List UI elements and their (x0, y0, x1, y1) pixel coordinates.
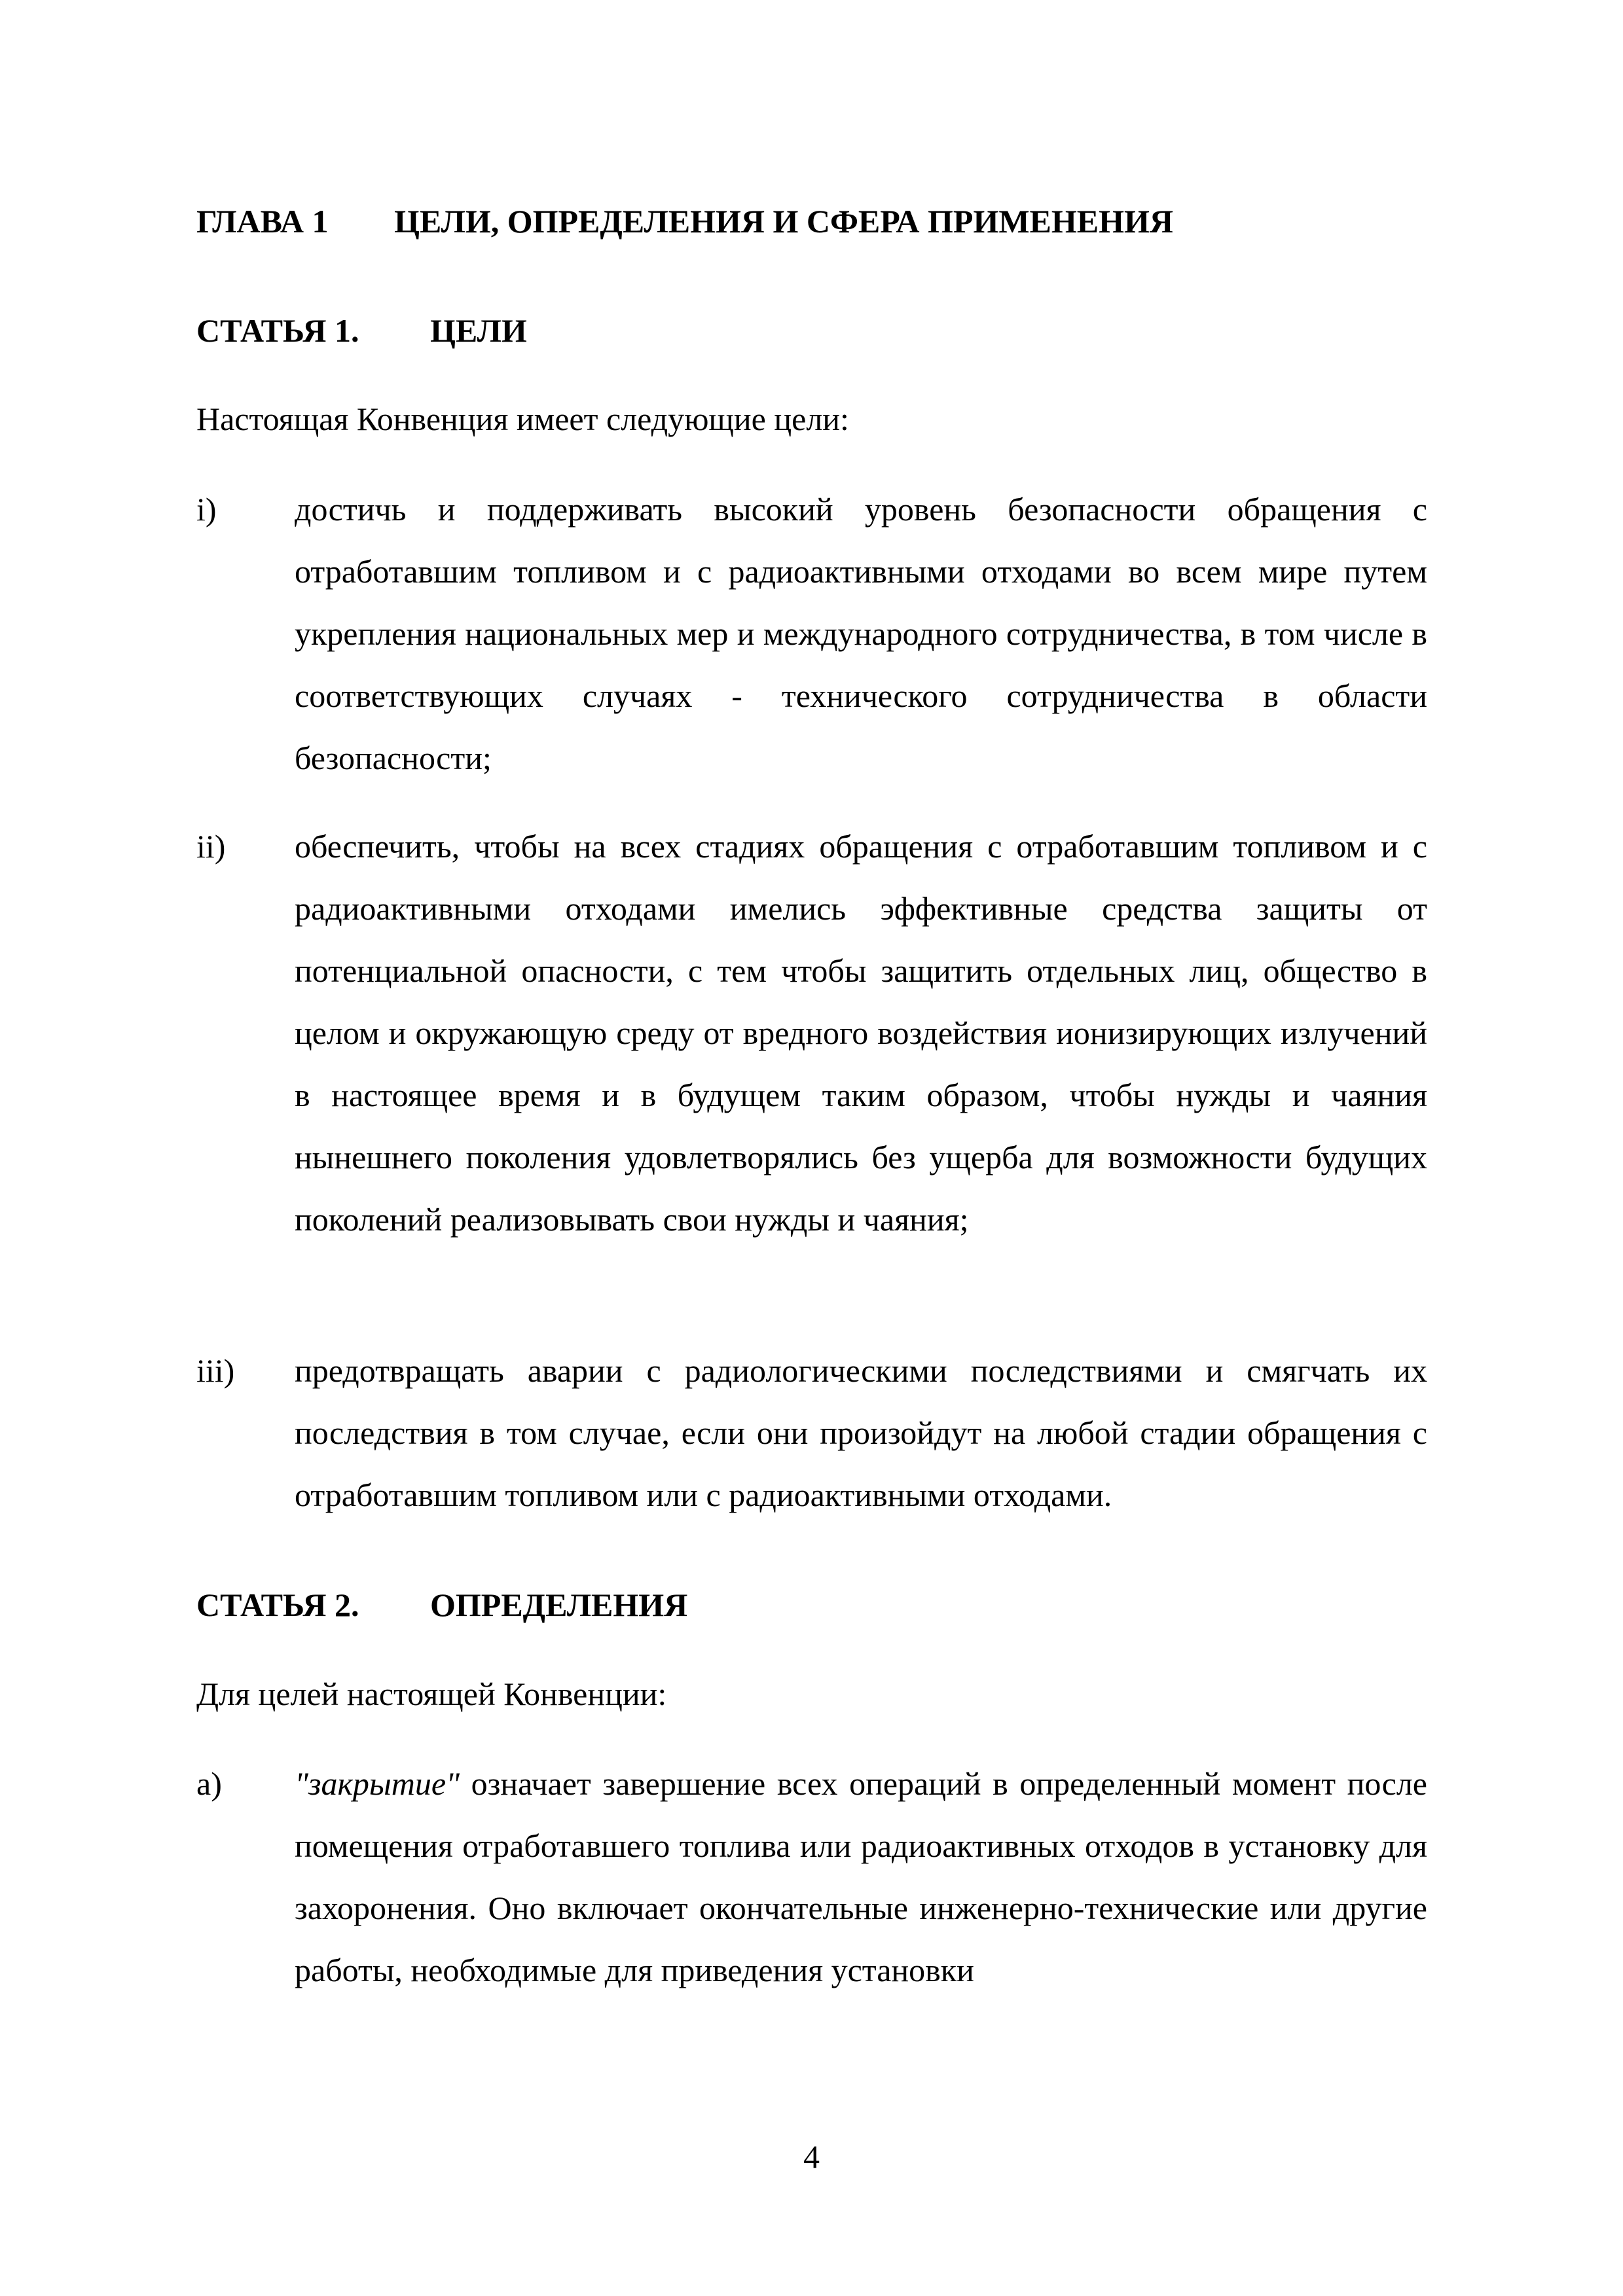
article-1-number: СТАТЬЯ 1. (196, 312, 359, 349)
list-marker: ii) (196, 828, 226, 865)
list-marker: i) (196, 491, 217, 528)
article-2-intro: Для целей настоящей Конвенции: (196, 1676, 667, 1712)
article-2-title: ОПРЕДЕЛЕНИЯ (430, 1587, 688, 1623)
list-item-text: достичь и поддерживать высокий уровень безопасности обращения с отработавшим топливом и с радиоактивными отходами во всем мире путем укрепления национальных мер и международного сотрудничества, в том числе в соответствующих случаях - технического сотрудничества в области безопасности; (295, 491, 1427, 776)
list-marker: a) (196, 1765, 222, 1802)
article-1-heading (196, 311, 527, 350)
list-item-text (295, 1753, 1427, 2001)
article-2-heading (196, 1585, 688, 1624)
list-item (196, 1753, 1427, 2001)
list-item (196, 816, 1427, 1313)
chapter-number: ГЛАВА 1 (196, 203, 329, 240)
article-2-number: СТАТЬЯ 2. (196, 1587, 359, 1623)
list-item-text: предотвращать аварии с радиологическими последствиями и смягчать их последствия в том случае, если они произойдут на любой стадии обращения с отработавшим топливом или с радиоактивными отходами. (295, 1352, 1427, 1513)
list-item (196, 1340, 1427, 1526)
list-item-text: обеспечить, чтобы на всех стадиях обращения с отработавшим топливом и с радиоактивными отходами имелись эффективные средства защиты от потенциальной опасности, с тем чтобы защитить отдельных лиц, общество в целом и окружающую среду от вредного воздействия ионизирующих излучений в настоящее время и в будущем таким образом, чтобы нужды и чаяния нынешнего поколения удовлетворялись без ущерба для возможности будущих поколений реализовывать свои нужды и чаяния; (295, 828, 1427, 1238)
chapter-title: ЦЕЛИ, ОПРЕДЕЛЕНИЯ И СФЕРА ПРИМЕНЕНИЯ (394, 203, 1174, 240)
definition-text: означает завершение всех операций в определенный момент после помещения отработавшего топлива или радиоактивных отходов в установку для захоронения. Оно включает окончательные инженерно-технические или другие работы, необходимые для приведения установки (295, 1765, 1427, 1988)
list-item (196, 478, 1427, 789)
chapter-heading (196, 202, 1174, 241)
list-marker: iii) (196, 1352, 235, 1389)
article-1-title: ЦЕЛИ (430, 312, 527, 349)
page-number: 4 (803, 2138, 820, 2175)
article-1-intro: Настоящая Конвенция имеет следующие цели: (196, 401, 849, 437)
defined-term: "закрытие" (295, 1765, 460, 1802)
